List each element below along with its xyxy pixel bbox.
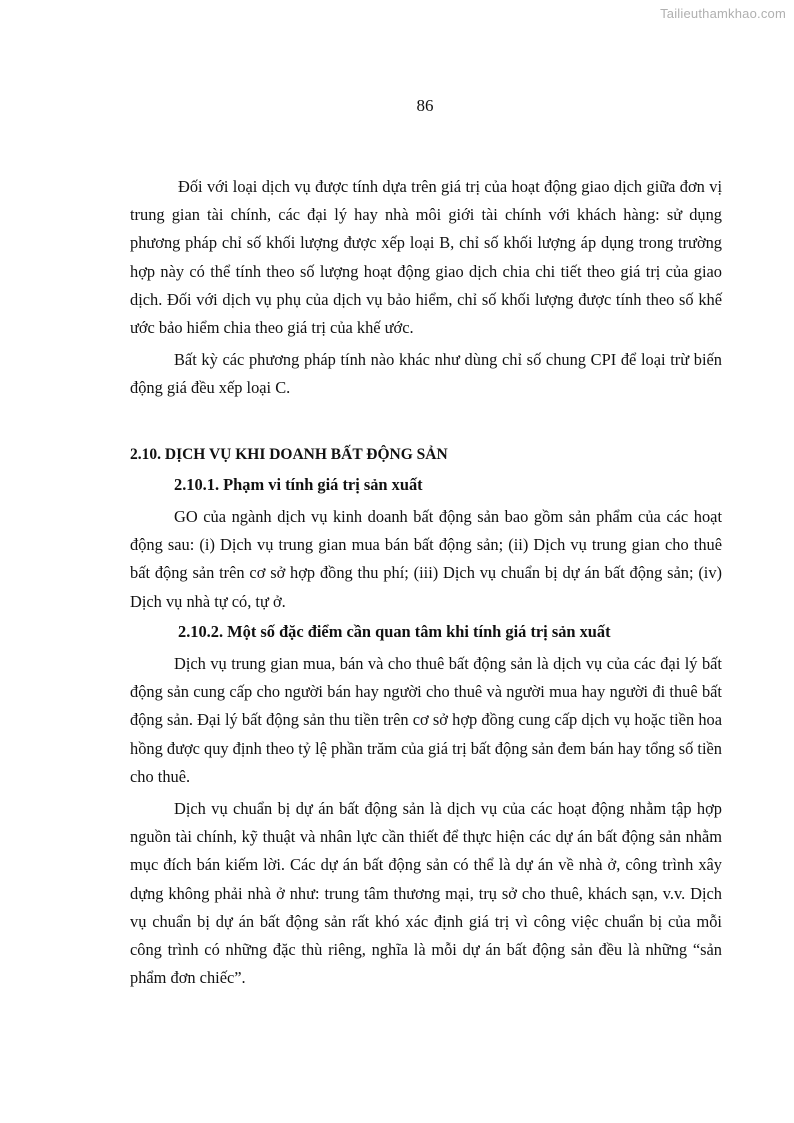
paragraph: Dịch vụ chuẩn bị dự án bất động sản là dịch vụ của các hoạt động nhằm tập hợp nguồn tài chính, kỹ thuật và nhân lực cần thiết để thực hiện các dự án bất động sản nhằm mục đích bán kiếm lời. Các dự án bất động sản có thể là dự án về nhà ở, công trình xây dựng không phải nhà ở như: trung tâm thương mại, trụ sở cho thuê, khách sạn, v.v. Dịch vụ chuẩn bị dự án bất động sản rất khó xác định giá trị vì công việc chuẩn bị của mỗi công trình có những đặc thù riêng, nghĩa là mỗi dự án bất động sản đều là những “sản phẩm đơn chiếc”. xyxy=(130,799,722,988)
watermark-text: Tailieuthamkhao.com xyxy=(660,6,786,21)
document-body xyxy=(130,173,722,992)
subsection-heading: 2.10.2. Một số đặc điểm cần quan tâm khi tính giá trị sản xuất xyxy=(178,621,611,641)
subsection-heading: 2.10.1. Phạm vi tính giá trị sản xuất xyxy=(174,474,423,494)
paragraph: Đối với loại dịch vụ được tính dựa trên giá trị của hoạt động giao dịch giữa đơn vị trung gian tài chính, các đại lý hay nhà môi giới tài chính với khách hàng: sử dụng phương pháp chỉ số khối lượng được xếp loại B, chỉ số khối lượng áp dụng trong trường hợp này có thể tính theo số lượng hoạt động giao dịch chia chi tiết theo giá trị của giao dịch. Đối với dịch vụ phụ của dịch vụ bảo hiểm, chỉ số khối lượng được tính theo số khế ước bảo hiểm chia theo giá trị của khế ước. xyxy=(130,177,722,338)
section-heading: 2.10. DỊCH VỤ KHI DOANH BẤT ĐỘNG SẢN xyxy=(130,445,448,463)
paragraph: Bất kỳ các phương pháp tính nào khác như dùng chỉ số chung CPI để loại trừ biến động giá đều xếp loại C. xyxy=(130,350,722,398)
paragraph: Dịch vụ trung gian mua, bán và cho thuê bất động sản là dịch vụ của các đại lý bất động sản cung cấp cho người bán hay người cho thuê và người mua hay người đi thuê bất động sản. Đại lý bất động sản thu tiền trên cơ sở hợp đồng cung cấp dịch vụ hoặc tiền hoa hồng được quy định theo tỷ lệ phần trăm của giá trị bất động sản đem bán hay tổng số tiền cho thuê. xyxy=(130,654,723,786)
page-number: 86 xyxy=(416,96,434,115)
paragraph: GO của ngành dịch vụ kinh doanh bất động sản bao gồm sản phẩm của các hoạt động sau: (i) Dịch vụ trung gian mua bán bất động sản; (ii) Dịch vụ trung gian cho thuê bất động sản trên cơ sở hợp đồng thu phí; (iii) Dịch vụ chuẩn bị dự án bất động sản; (iv) Dịch vụ nhà tự có, tự ở. xyxy=(130,507,722,611)
